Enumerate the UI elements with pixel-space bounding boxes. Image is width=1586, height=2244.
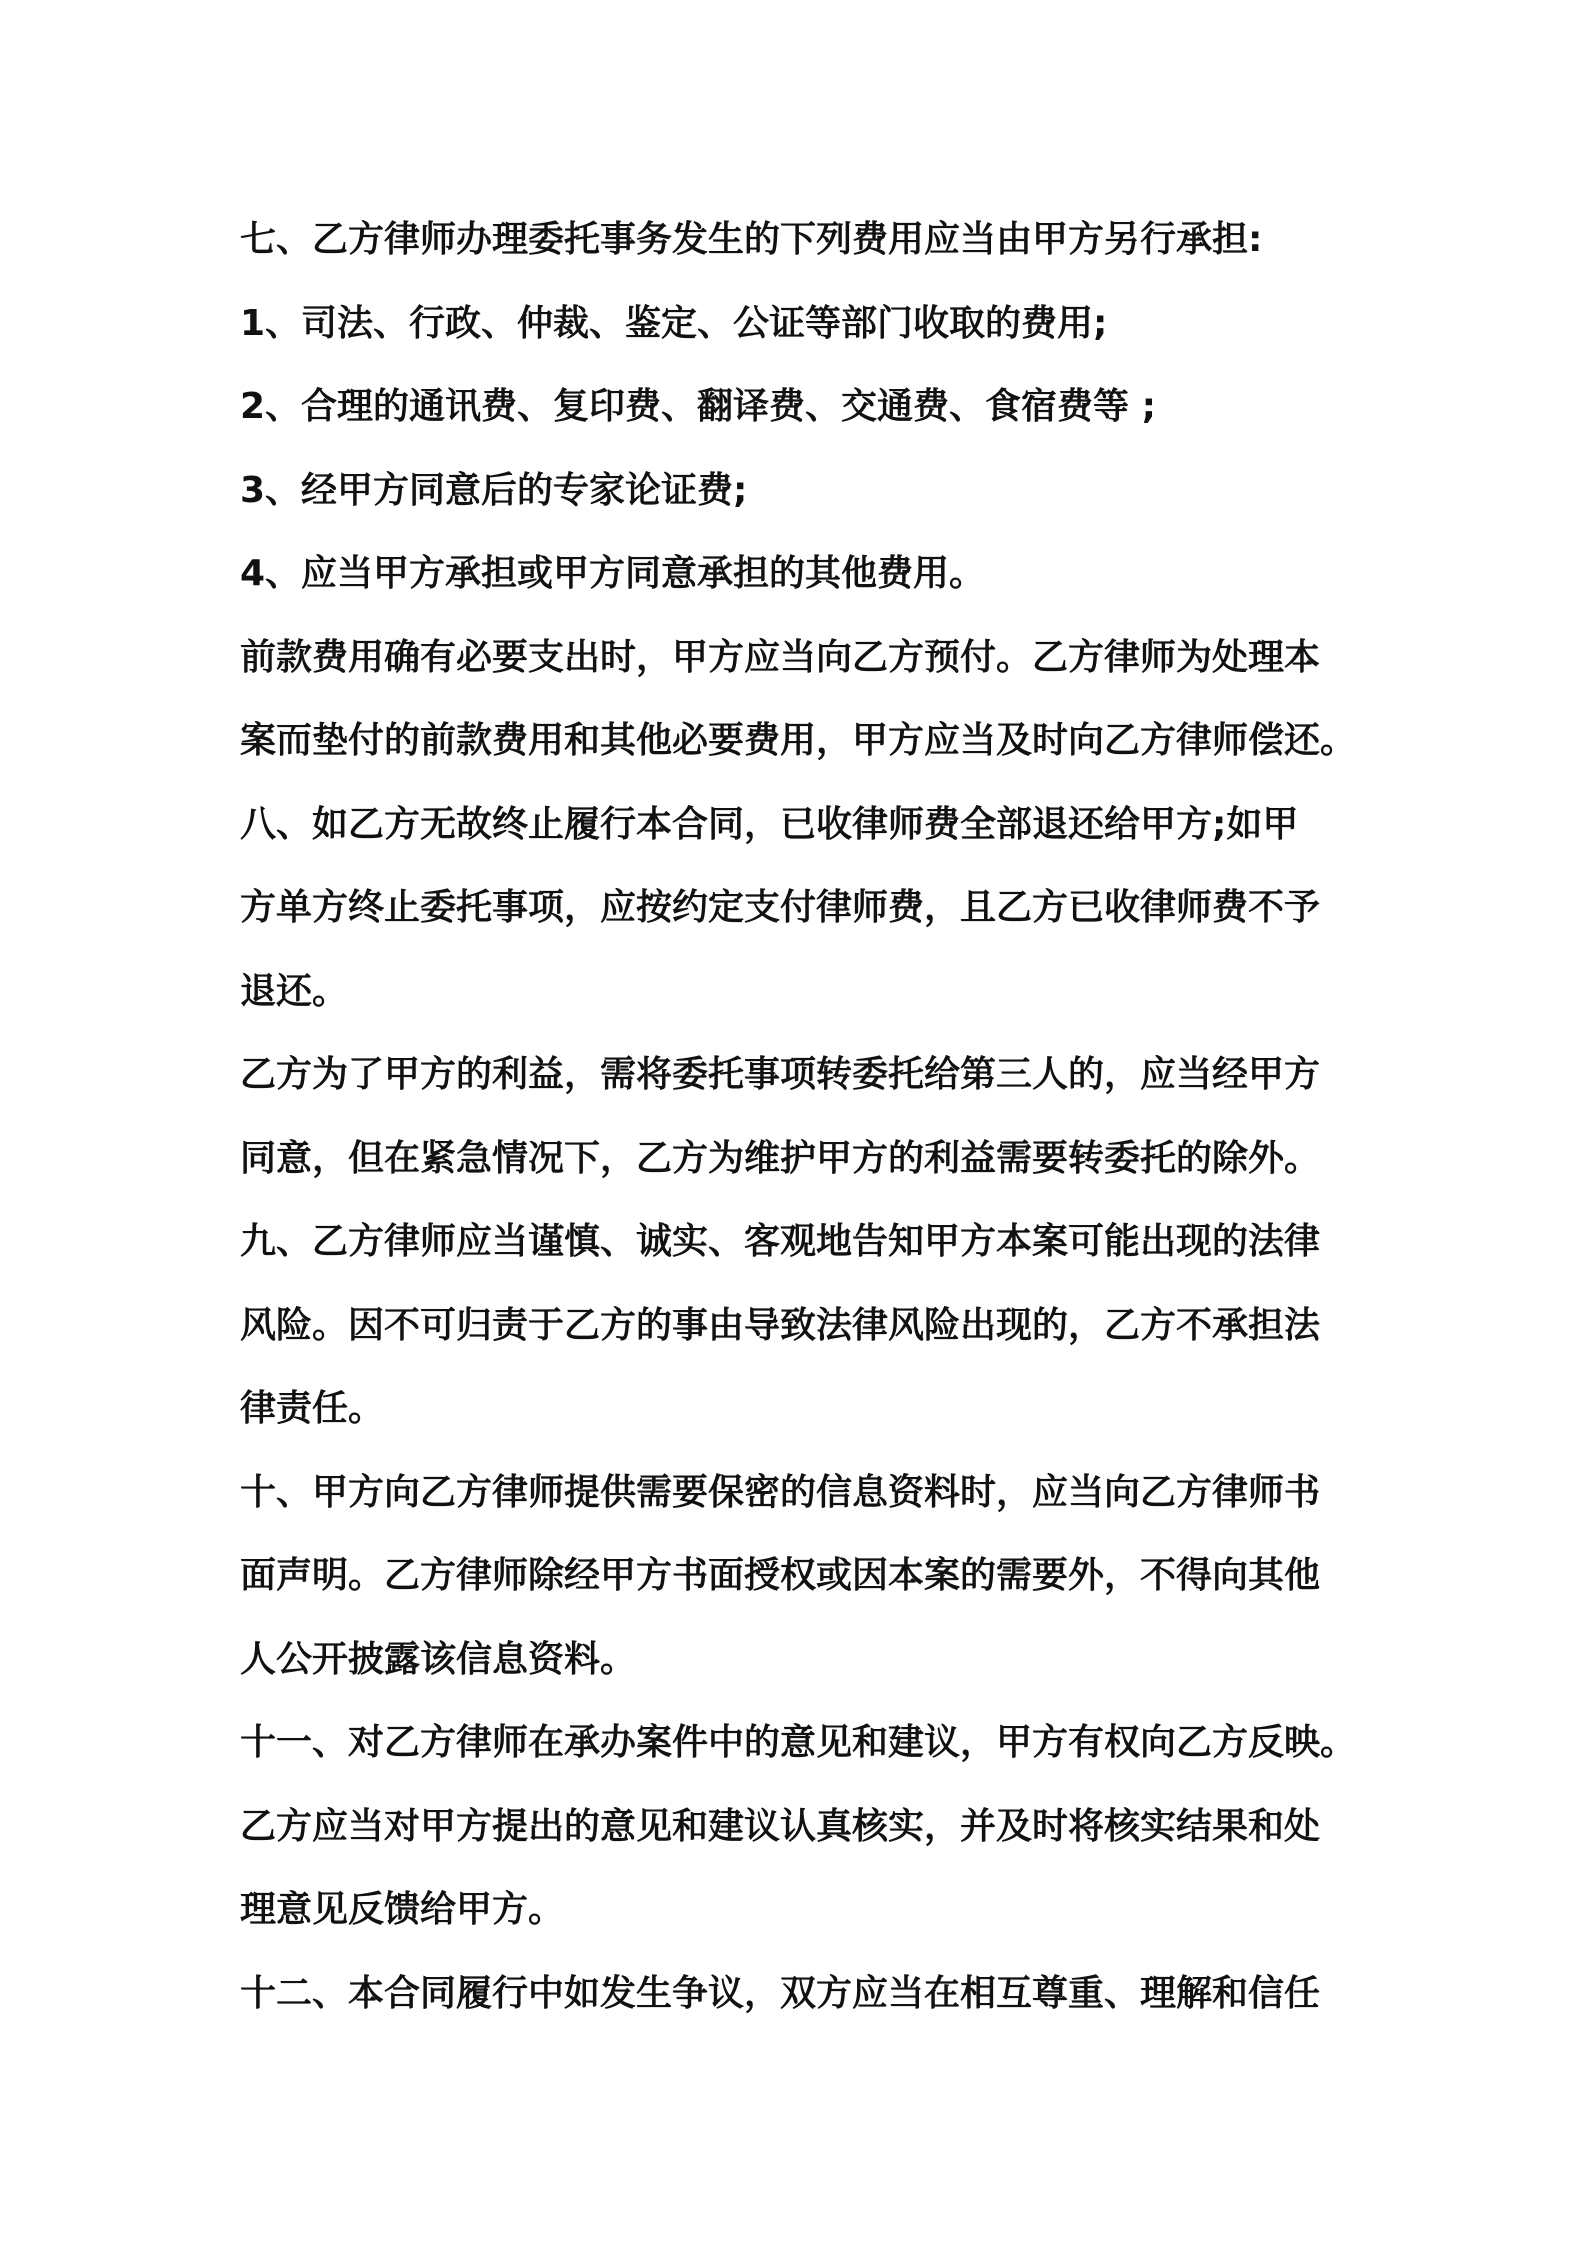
text-line: 前款费用确有必要支出时，甲方应当向乙方预付。乙方律师为处理本 bbox=[240, 636, 1321, 678]
text-line: 同意，但在紧急情况下，乙方为维护甲方的利益需要转委托的除外。 bbox=[240, 1137, 1321, 1179]
contract-text bbox=[240, 198, 1360, 2035]
text-line: 面声明。乙方律师除经甲方书面授权或因本案的需要外，不得向其他 bbox=[240, 1555, 1321, 1596]
text-line: 十二、本合同履行中如发生争议，双方应当在相互尊重、理解和信任 bbox=[240, 1972, 1321, 2014]
text-line: 人公开披露该信息资料。 bbox=[240, 1638, 637, 1680]
text-line: 3、经甲方同意后的专家论证费; bbox=[240, 469, 748, 511]
text-line: 乙方应当对甲方提出的意见和建议认真核实，并及时将核实结果和处 bbox=[240, 1805, 1321, 1847]
text-line: 1、司法、行政、仲裁、鉴定、公证等部门收取的费用; bbox=[240, 302, 1108, 344]
text-line: 十一、对乙方律师在承办案件中的意见和建议，甲方有权向乙方反映。 bbox=[240, 1722, 1357, 1763]
text-line: 律责任。 bbox=[240, 1388, 385, 1429]
text-line: 乙方为了甲方的利益，需将委托事项转委托给第三人的，应当经甲方 bbox=[240, 1054, 1321, 1095]
text-line: 方单方终止委托事项，应按约定支付律师费，且乙方已收律师费不予 bbox=[240, 887, 1321, 928]
text-line: 九、乙方律师应当谨慎、诚实、客观地告知甲方本案可能出现的法律 bbox=[240, 1221, 1321, 1262]
text-line: 退还。 bbox=[240, 970, 349, 1012]
text-line: 十、甲方向乙方律师提供需要保密的信息资料时，应当向乙方律师书 bbox=[240, 1471, 1321, 1513]
text-line: 2、合理的通讯费、复印费、翻译费、交通费、食宿费等 ; bbox=[240, 386, 1156, 427]
text-line: 案而垫付的前款费用和其他必要费用，甲方应当及时向乙方律师偿还。 bbox=[240, 720, 1357, 761]
text-line: 七、乙方律师办理委托事务发生的下列费用应当由甲方另行承担: bbox=[240, 219, 1263, 260]
text-line: 理意见反馈给甲方。 bbox=[240, 1889, 565, 1930]
text-line: 风险。因不可归责于乙方的事由导致法律风险出现的，乙方不承担法 bbox=[240, 1304, 1321, 1346]
text-line: 八、如乙方无故终止履行本合同，已收律师费全部退还给甲方;如甲 bbox=[240, 803, 1299, 845]
text-line: 4、应当甲方承担或甲方同意承担的其他费用。 bbox=[240, 553, 986, 594]
